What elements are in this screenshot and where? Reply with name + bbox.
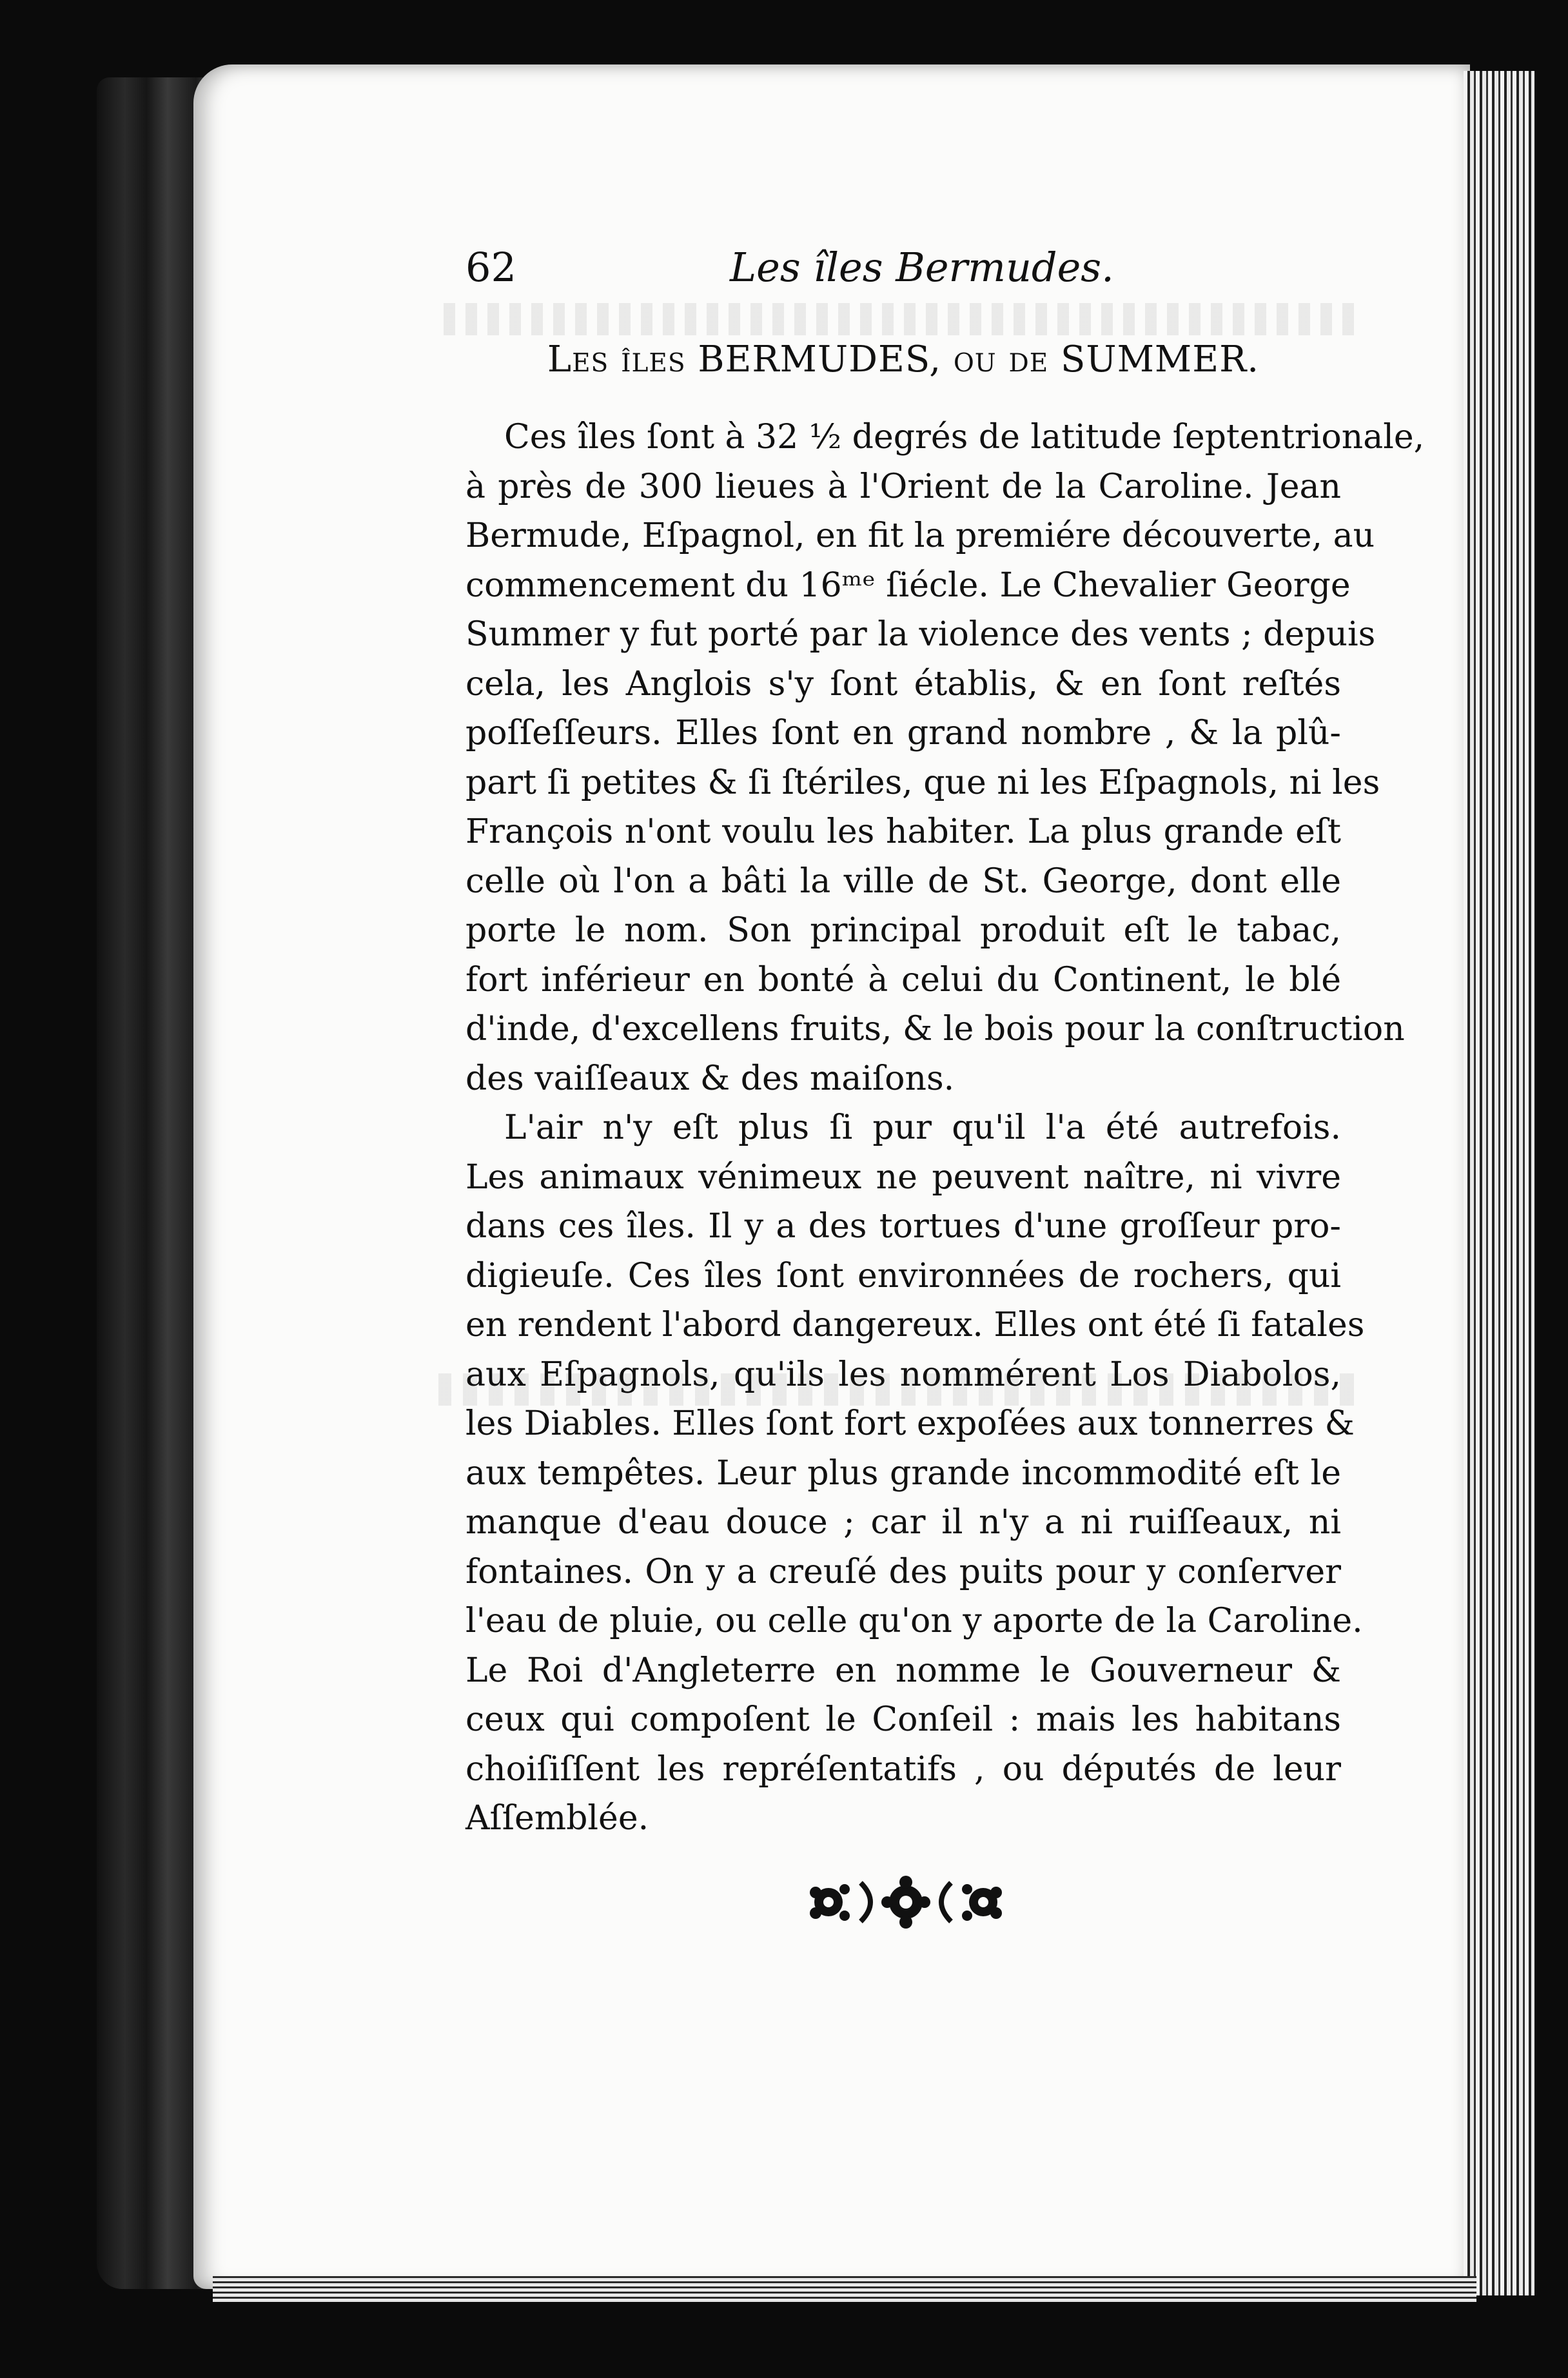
text-line: Bermude, Eſpagnol, en fit la premiére découverte, au xyxy=(466,516,1375,555)
bleed-through xyxy=(438,303,1354,335)
text-line: en rendent l'abord dangereux. Elles ont été ſi fatales xyxy=(466,1306,1365,1344)
text-line: d'inde, d'excellens fruits, & le bois pour la conſtruction xyxy=(466,1010,1405,1048)
text-line: ceux qui compoſent le Conſeil : mais les habitans xyxy=(466,1700,1341,1739)
text-line: des vaiſſeaux & des maiſons. xyxy=(466,1059,955,1098)
bottom-page-edges xyxy=(213,2276,1476,2302)
text-line: manque d'eau douce ; car il n'y a ni ruiſſeaux, ni xyxy=(466,1503,1341,1542)
page-edges xyxy=(1464,71,1534,2295)
text-line: à près de 300 lieues à l'Orient de la Caroline. Jean xyxy=(466,467,1341,506)
text-line: cela, les Anglois s'y ſont établis, & en ſont reſtés xyxy=(466,664,1341,703)
text-line: porte le nom. Son principal produit eſt le tabac, xyxy=(466,911,1341,950)
text-line: François n'ont voulu les habiter. La plus grande eſt xyxy=(466,812,1341,851)
text-line: fontaines. On y a creuſé des puits pour y conſerver xyxy=(466,1552,1341,1591)
text-line: Le Roi d'Angleterre en nomme le Gouverneur & xyxy=(466,1651,1341,1690)
text-line: Summer y fut porté par la violence des vents ; depuis xyxy=(466,615,1376,654)
body-text xyxy=(466,413,1425,1843)
text-line: Aſſemblée. xyxy=(466,1799,649,1838)
text-line: Les animaux vénimeux ne peuvent naître, ni vivre xyxy=(466,1157,1341,1197)
text-line: choiſiſſent les repréſentatifs , ou députés de leur xyxy=(466,1749,1341,1789)
running-head: Les îles Bermudes. xyxy=(730,244,1114,291)
text-line: l'eau de pluie, ou celle qu'on y aporte de la Caroline. xyxy=(466,1602,1363,1640)
text-line: commencement du 16ᵐᵉ ſiécle. Le Chevalier George xyxy=(466,565,1351,605)
text-line: dans ces îles. Il y a des tortues d'une groſſeur pro- xyxy=(466,1207,1341,1246)
fleuron-ornament-icon xyxy=(799,1873,1012,1931)
section-title: Les îles BERMUDES, ou de SUMMER. xyxy=(547,339,1260,380)
text-line: L'air n'y eſt plus ſi pur qu'il l'a été autrefois. xyxy=(504,1108,1341,1147)
text-line: aux tempêtes. Leur plus grande incommodité eſt le xyxy=(466,1453,1341,1493)
text-line: aux Eſpagnols, qu'ils les nommérent Los Diabolos, xyxy=(466,1355,1341,1394)
text-line: fort inférieur en bonté à celui du Continent, le blé xyxy=(466,960,1341,999)
text-line: celle où l'on a bâti la ville de St. George, dont elle xyxy=(466,861,1341,901)
text-line: les Diables. Elles ſont fort expoſées aux tonnerres & xyxy=(466,1404,1355,1443)
page-header xyxy=(466,244,1342,295)
text-line: Ces îles ſont à 32 ½ degrés de latitude ſeptentrionale, xyxy=(504,418,1425,457)
page-number: 62 xyxy=(466,244,516,291)
text-line: part ſi petites & ſi ſtériles, que ni les Eſpagnols, ni les xyxy=(466,763,1380,802)
text-line: poſſeſſeurs. Elles ſont en grand nombre , & la plû- xyxy=(466,714,1341,752)
text-line: digieuſe. Ces îles ſont environnées de rochers, qui xyxy=(466,1256,1341,1295)
